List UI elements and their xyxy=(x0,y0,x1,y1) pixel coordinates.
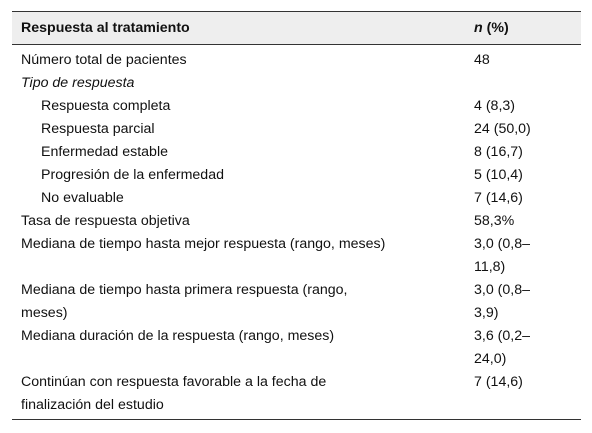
row-value: 3,0 (0,8– 3,9) xyxy=(474,282,531,321)
header-n-italic: n xyxy=(474,20,483,36)
header-percent: (%) xyxy=(482,20,509,36)
row-label: Tasa de respuesta objetiva xyxy=(21,213,190,229)
row-value: 8 (16,7) xyxy=(474,144,523,160)
table-row xyxy=(12,210,581,233)
row-label: Mediana de tiempo hasta primera respuesta (rango, meses) xyxy=(21,282,348,321)
row-value: 58,3% xyxy=(474,213,515,229)
row-value: 3,0 (0,8– 11,8) xyxy=(474,236,531,275)
table-row xyxy=(12,233,581,279)
table-row xyxy=(12,187,581,210)
row-value: 3,6 (0,2– 24,0) xyxy=(474,328,531,367)
row-label: Progresión de la enfermedad xyxy=(41,167,224,183)
row-label: Tipo de respuesta xyxy=(21,75,135,91)
table-row xyxy=(12,49,581,72)
table-row xyxy=(12,118,581,141)
row-label: No evaluable xyxy=(41,190,124,206)
header-response-column: Respuesta al tratamiento xyxy=(21,20,190,36)
header-count-column xyxy=(474,20,509,36)
table-row xyxy=(12,141,581,164)
row-value: 4 (8,3) xyxy=(474,98,516,114)
table-row xyxy=(12,371,581,417)
row-label: Enfermedad estable xyxy=(41,144,168,160)
row-label: Mediana duración de la respuesta (rango, meses) xyxy=(21,328,335,344)
table-row xyxy=(12,72,581,95)
row-label: Número total de pacientes xyxy=(21,52,187,68)
table-row xyxy=(12,95,581,118)
table-bottom-rule xyxy=(12,419,581,420)
table-row xyxy=(12,279,581,325)
table-header xyxy=(12,12,581,45)
table-row xyxy=(12,164,581,187)
row-value: 48 xyxy=(474,52,490,68)
row-value: 7 (14,6) xyxy=(474,190,523,206)
row-label: Mediana de tiempo hasta mejor respuesta (rango, meses) xyxy=(21,236,386,252)
row-label: Respuesta parcial xyxy=(41,121,155,137)
row-label: Respuesta completa xyxy=(41,98,171,114)
row-value: 5 (10,4) xyxy=(474,167,523,183)
results-table xyxy=(12,11,581,420)
row-label: Continúan con respuesta favorable a la fecha de finalización del estudio xyxy=(21,374,327,413)
row-value: 24 (50,0) xyxy=(474,121,531,137)
table-body xyxy=(12,45,581,417)
row-value: 7 (14,6) xyxy=(474,374,523,390)
table-row xyxy=(12,325,581,371)
